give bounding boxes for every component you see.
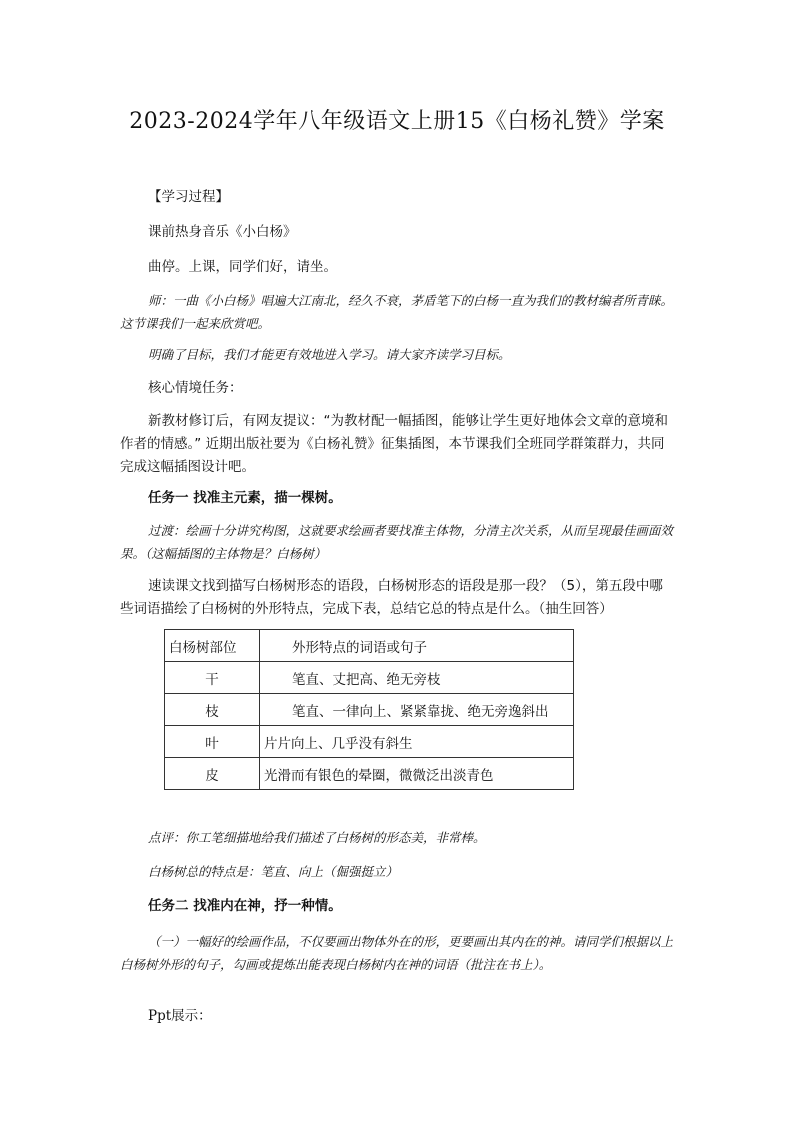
table-cell-description: 笔直、一律向上、紧紧靠拢、绝无旁逸斜出 [260,694,574,726]
table-cell-description: 光滑而有银色的晕圈，微微泛出淡青色 [260,758,574,790]
ppt-label: Ppt展示： [148,1008,212,1024]
table-header-cell: 白杨树部位 [165,630,260,662]
table-cell-part: 枝 [165,694,260,726]
table-row [165,758,574,790]
comment-text: 点评：你工笔细描地给我们描述了白杨树的形态美，非常棒。 [148,830,486,845]
table-cell-part: 皮 [165,758,260,790]
goals-prompt-text: 明确了目标，我们才能更有效地进入学习。请大家齐读学习目标。 [148,347,511,362]
table-row [165,726,574,758]
table-row [165,662,574,694]
section-label: 【学习过程】 [148,189,229,205]
core-task-text: 新教材修订后，有网友提议：“为教材配一幅插图，能够让学生更好地体会文章的意境和作者的情感。” 近期出版社要为《白杨礼赞》征集插图，本节课我们全班同学群策群力，共同完成这幅插图设计吧。 [120,413,668,475]
reading-task-text: 速读课文找到描写白杨树形态的语段，白杨树形态的语段是那一段？（5），第五段中哪些词语描绘了白杨树的外形特点，完成下表，总结它总的特点是什么。（抽生回答） [120,578,663,617]
document-title: 2023-2024学年八年级语文上册15《白杨礼赞》学案 [129,109,665,134]
summary-text: 白杨树总的特点是：笔直、向上（倔强挺立） [148,864,399,879]
greeting-text: 曲停。上课，同学们好，请坐。 [148,259,337,275]
task1-heading: 任务一 找准主元素，描一棵树。 [148,490,342,506]
tree-features-table [164,629,574,790]
task2-text: （一）一幅好的绘画作品，不仅要画出物体外在的形，更要画出其内在的神。请同学们根据以上白杨树外形的句子，勾画或提炼出能表现白杨树内在神的词语（批注在书上）。 [120,934,674,972]
task2-heading: 任务二 找准内在神，抒一种情。 [148,898,342,914]
warmup-text: 课前热身音乐《小白杨》 [148,224,297,240]
table-header-cell: 外形特点的词语或句子 [260,630,574,662]
table-cell-part: 干 [165,662,260,694]
table-row [165,694,574,726]
teacher-intro-text: 师：一曲《小白杨》唱遍大江南北，经久不衰，茅盾笔下的白杨一直为我们的教材编者所青睐。这节课我们一起来欣赏吧。 [120,293,674,331]
core-task-label: 核心情境任务： [148,380,243,396]
table-cell-description: 笔直、丈把高、绝无旁枝 [260,662,574,694]
transition-text: 过渡：绘画十分讲究构图，这就要求绘画者要找准主体物，分清主次关系，从而呈现最佳画面效果。（这幅插图的主体物是？白杨树） [120,523,674,561]
table-header-row [165,630,574,662]
table-cell-description: 片片向上、几乎没有斜生 [260,726,574,758]
table-cell-part: 叶 [165,726,260,758]
